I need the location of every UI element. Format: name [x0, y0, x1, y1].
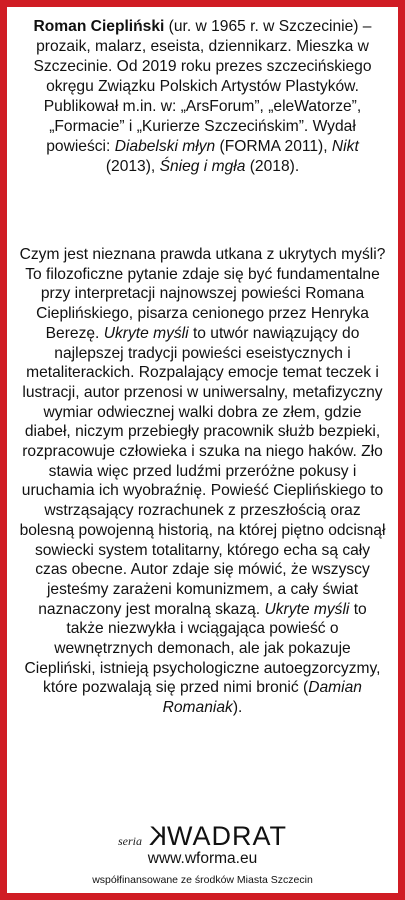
website-link[interactable]: www.wforma.eu: [147, 850, 258, 867]
series-label: seria: [117, 834, 142, 848]
kwadrat-logo: [148, 821, 287, 852]
description-text: to także niezwykła i wciągająca powieść o wewnętrznych demonach, ale jak pokazuje Ciepliński, istnieją psychologiczne autoegzorcyzmy, które pozwalają się przed nimi bronić (: [24, 600, 381, 697]
bio-text: (2018).: [245, 158, 300, 175]
book-description: [19, 245, 386, 718]
book-title: Ukryte myśli: [103, 324, 189, 342]
description-text: to utwór nawiązujący do najlepszej tradycji powieści eseistycznych i metaliterackich. Rozpalający emocje temat teczek i lustracji, autor przenosi w uniwersalny, metafizyczny wymiar odwiecznej walki dobra ze złem, gdzie diabeł, niczym przebiegły pracownik służb bezpieki, rozpracowuje człowieka i szuka na niego haków. Zło stawia więc przed ludźmi przeróżne pokusy i uruchamia ich wyobraźnię. Powieść Cieplińskiego to wstrząsający rozrachunek z przeszłością oraz bolesną powojenną historią, na której piętno odcisnął sowiecki system totalitarny, którego echa są cały czas obecne. Autor zdaje się mówić, że wszyscy jesteśmy zarażeni komunizmem, a cały świat naznaczony jest moralną skazą.: [19, 324, 386, 618]
bio-text: (2013),: [105, 158, 160, 175]
author-bio: [23, 17, 382, 177]
description-text: ).: [232, 699, 243, 717]
logo-text: WADRAT: [167, 821, 287, 851]
description-text: Czym jest nieznana prawda utkana z ukrytych myśli? To filozoficzne pytanie zdaje się być fundamentalne przy interpretacji najnowszej powieści Romana Cieplińskiego, pisarza cenionego przez Henryka Berezę.: [19, 246, 386, 342]
reviewer-name: Damian Romaniak: [162, 679, 362, 717]
logo-mirrored-letter: K: [147, 821, 167, 851]
bio-text: (ur. w 1965 r. w Szczecinie) – prozaik, malarz, eseista, dziennikarz. Mieszka w Szczecinie. Od 2019 roku prezes szczecińskiego okręgu Związku Polskich Artystów Plastyków. Publikował m.in. w: „ArsForum”, „eleWatorze”, „Formacie” i „Kurierze Szczecińskim”. Wydał powieści:: [33, 18, 372, 155]
book-title: Diabelski młyn: [114, 138, 216, 155]
funding-note: współfinansowane ze środków Miasta Szczecin: [92, 874, 313, 886]
series-logo: [7, 821, 398, 852]
book-title: Nikt: [331, 138, 359, 155]
author-name: Roman Ciepliński: [33, 18, 165, 35]
book-title: Śnieg i mgła: [159, 158, 246, 175]
bio-text: (FORMA 2011),: [215, 138, 332, 155]
book-title: Ukryte myśli: [264, 600, 350, 618]
